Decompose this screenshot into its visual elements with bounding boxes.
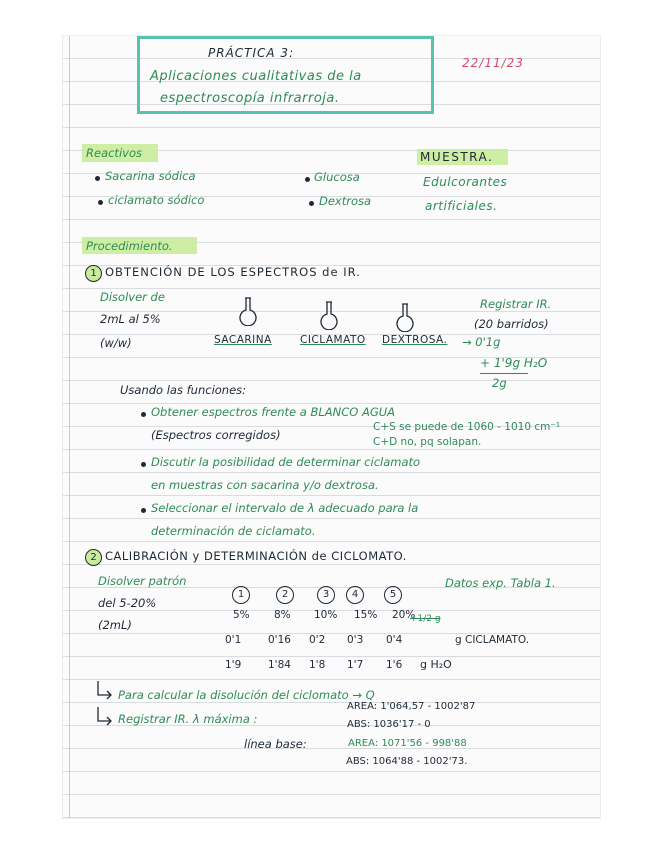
water-value-3: 1'8 [309, 659, 326, 671]
reactivo-2: ciclamato sódico [108, 193, 205, 207]
footer-line-2: Registrar IR. λ máxima : [118, 712, 258, 726]
muestra-heading: MUESTRA. [420, 150, 494, 164]
practice-subtitle-1: Aplicaciones cualitativas de la [150, 69, 362, 84]
flask-label-dextrosa: DEXTROSA. [382, 334, 448, 346]
registrar-ir: Registrar IR. [480, 297, 552, 311]
strike-text: +1/2 g [410, 614, 441, 624]
area-1: AREA: 1'064,57 - 1002'87 [347, 701, 476, 712]
bullet [95, 176, 100, 181]
practice-title: PRÁCTICA 3: [208, 46, 295, 60]
funcion-2-line-1: Discutir la posibilidad de determinar ciclamato [151, 455, 421, 469]
flask-label-sacarina: SACARINA [214, 334, 272, 346]
step-2-disolver-1: Disolver patrón [98, 574, 187, 588]
step-2-title: CALIBRACIÓN y DETERMINACIÓN de CICLOMATO. [105, 549, 407, 563]
flask-label-ciclamato: CICLAMATO [300, 334, 366, 346]
standard-3: 3 [317, 586, 335, 604]
ciclamato-value-2: 0'16 [268, 634, 291, 646]
percent-4: 15% [354, 609, 378, 621]
standard-1: 1 [232, 586, 250, 604]
date: 22/11/23 [462, 56, 524, 70]
flask-icon [394, 302, 416, 332]
ciclamato-value-1: 0'1 [225, 634, 242, 646]
ciclamato-value-5: 0'4 [386, 634, 403, 646]
step-2-disolver-3: (2mL) [98, 618, 132, 632]
linea-base: línea base: [244, 737, 307, 751]
reactivo-3: Glucosa [314, 170, 360, 184]
margin-line [69, 36, 70, 818]
water-value-1: 1'9 [225, 659, 242, 671]
step-1-disolver-1: Disolver de [100, 290, 165, 304]
funciones-heading: Usando las funciones: [120, 383, 247, 397]
datos-exp: Datos exp. Tabla 1. [445, 576, 556, 590]
abs-1: ABS: 1036'17 - 0 [347, 719, 431, 730]
calc-water: + 1'9g H₂O [480, 356, 548, 370]
standard-4: 4 [346, 586, 364, 604]
abs-2: ABS: 1064'88 - 1002'73. [346, 756, 468, 767]
funcion-1-line-1: Obtener espectros frente a BLANCO AGUA [151, 405, 396, 419]
footer-line-1: Para calcular la disolución del ciclomato → Q [118, 688, 375, 702]
step-1-marker: 1 [85, 265, 102, 282]
procedimiento-heading: Procedimiento. [86, 239, 173, 253]
step-1-disolver-3: (w/w) [100, 336, 132, 350]
bullet [305, 177, 310, 182]
step-2-marker: 2 [85, 549, 102, 566]
bullet [98, 200, 103, 205]
percent-3: 10% [314, 609, 338, 621]
percent-1: 5% [233, 609, 250, 621]
water-value-2: 1'84 [268, 659, 291, 671]
muestra-line-1: Edulcorantes [423, 175, 508, 189]
funcion-2-line-2: en muestras con sacarina y/o dextrosa. [151, 478, 379, 492]
step-2-disolver-2: del 5-20% [98, 596, 157, 610]
note-line-2: C+D no, pq solapan. [373, 436, 482, 448]
flask-icon [237, 296, 259, 326]
note-line-1: C+S se puede de 1060 - 1010 cm⁻¹ [373, 421, 561, 433]
standard-2: 2 [276, 586, 294, 604]
calc-total: 2g [492, 376, 507, 390]
funcion-3-line-2: determinación de ciclamato. [151, 524, 316, 538]
bullet [141, 462, 146, 467]
water-value-5: 1'6 [386, 659, 403, 671]
step-1-title: OBTENCIÓN DE LOS ESPECTROS de IR. [105, 265, 361, 279]
ciclamato-value-4: 0'3 [347, 634, 364, 646]
practice-subtitle-2: espectroscopía infrarroja. [160, 91, 340, 106]
standard-5: 5 [384, 586, 402, 604]
flask-icon [318, 300, 340, 330]
muestra-line-2: artificiales. [425, 199, 498, 213]
bullet [309, 201, 314, 206]
funcion-1-line-2: (Espectros corregidos) [151, 428, 281, 442]
calc-rule [480, 373, 528, 374]
ciclamato-value-3: 0'2 [309, 634, 326, 646]
reactivo-1: Sacarina sódica [105, 169, 196, 183]
percent-5: 20% [392, 609, 416, 621]
registrar-barridos: (20 barridos) [474, 317, 549, 331]
step-1-disolver-2: 2mL al 5% [100, 312, 161, 326]
arrow-return-icon [96, 680, 114, 700]
reactivo-4: Dextrosa [319, 194, 372, 208]
unit-water: g H₂O [420, 658, 452, 671]
unit-ciclamato: g CICLAMATO. [455, 634, 530, 646]
reactivos-heading: Reactivos [86, 146, 142, 160]
funcion-3-line-1: Seleccionar el intervalo de λ adecuado para la [151, 501, 419, 515]
percent-2: 8% [274, 609, 291, 621]
bullet [141, 412, 146, 417]
bullet [141, 508, 146, 513]
area-2: AREA: 1071'56 - 998'88 [348, 738, 467, 749]
calc-solute: → 0'1g [462, 335, 501, 349]
water-value-4: 1'7 [347, 659, 364, 671]
arrow-return-icon [96, 706, 114, 726]
